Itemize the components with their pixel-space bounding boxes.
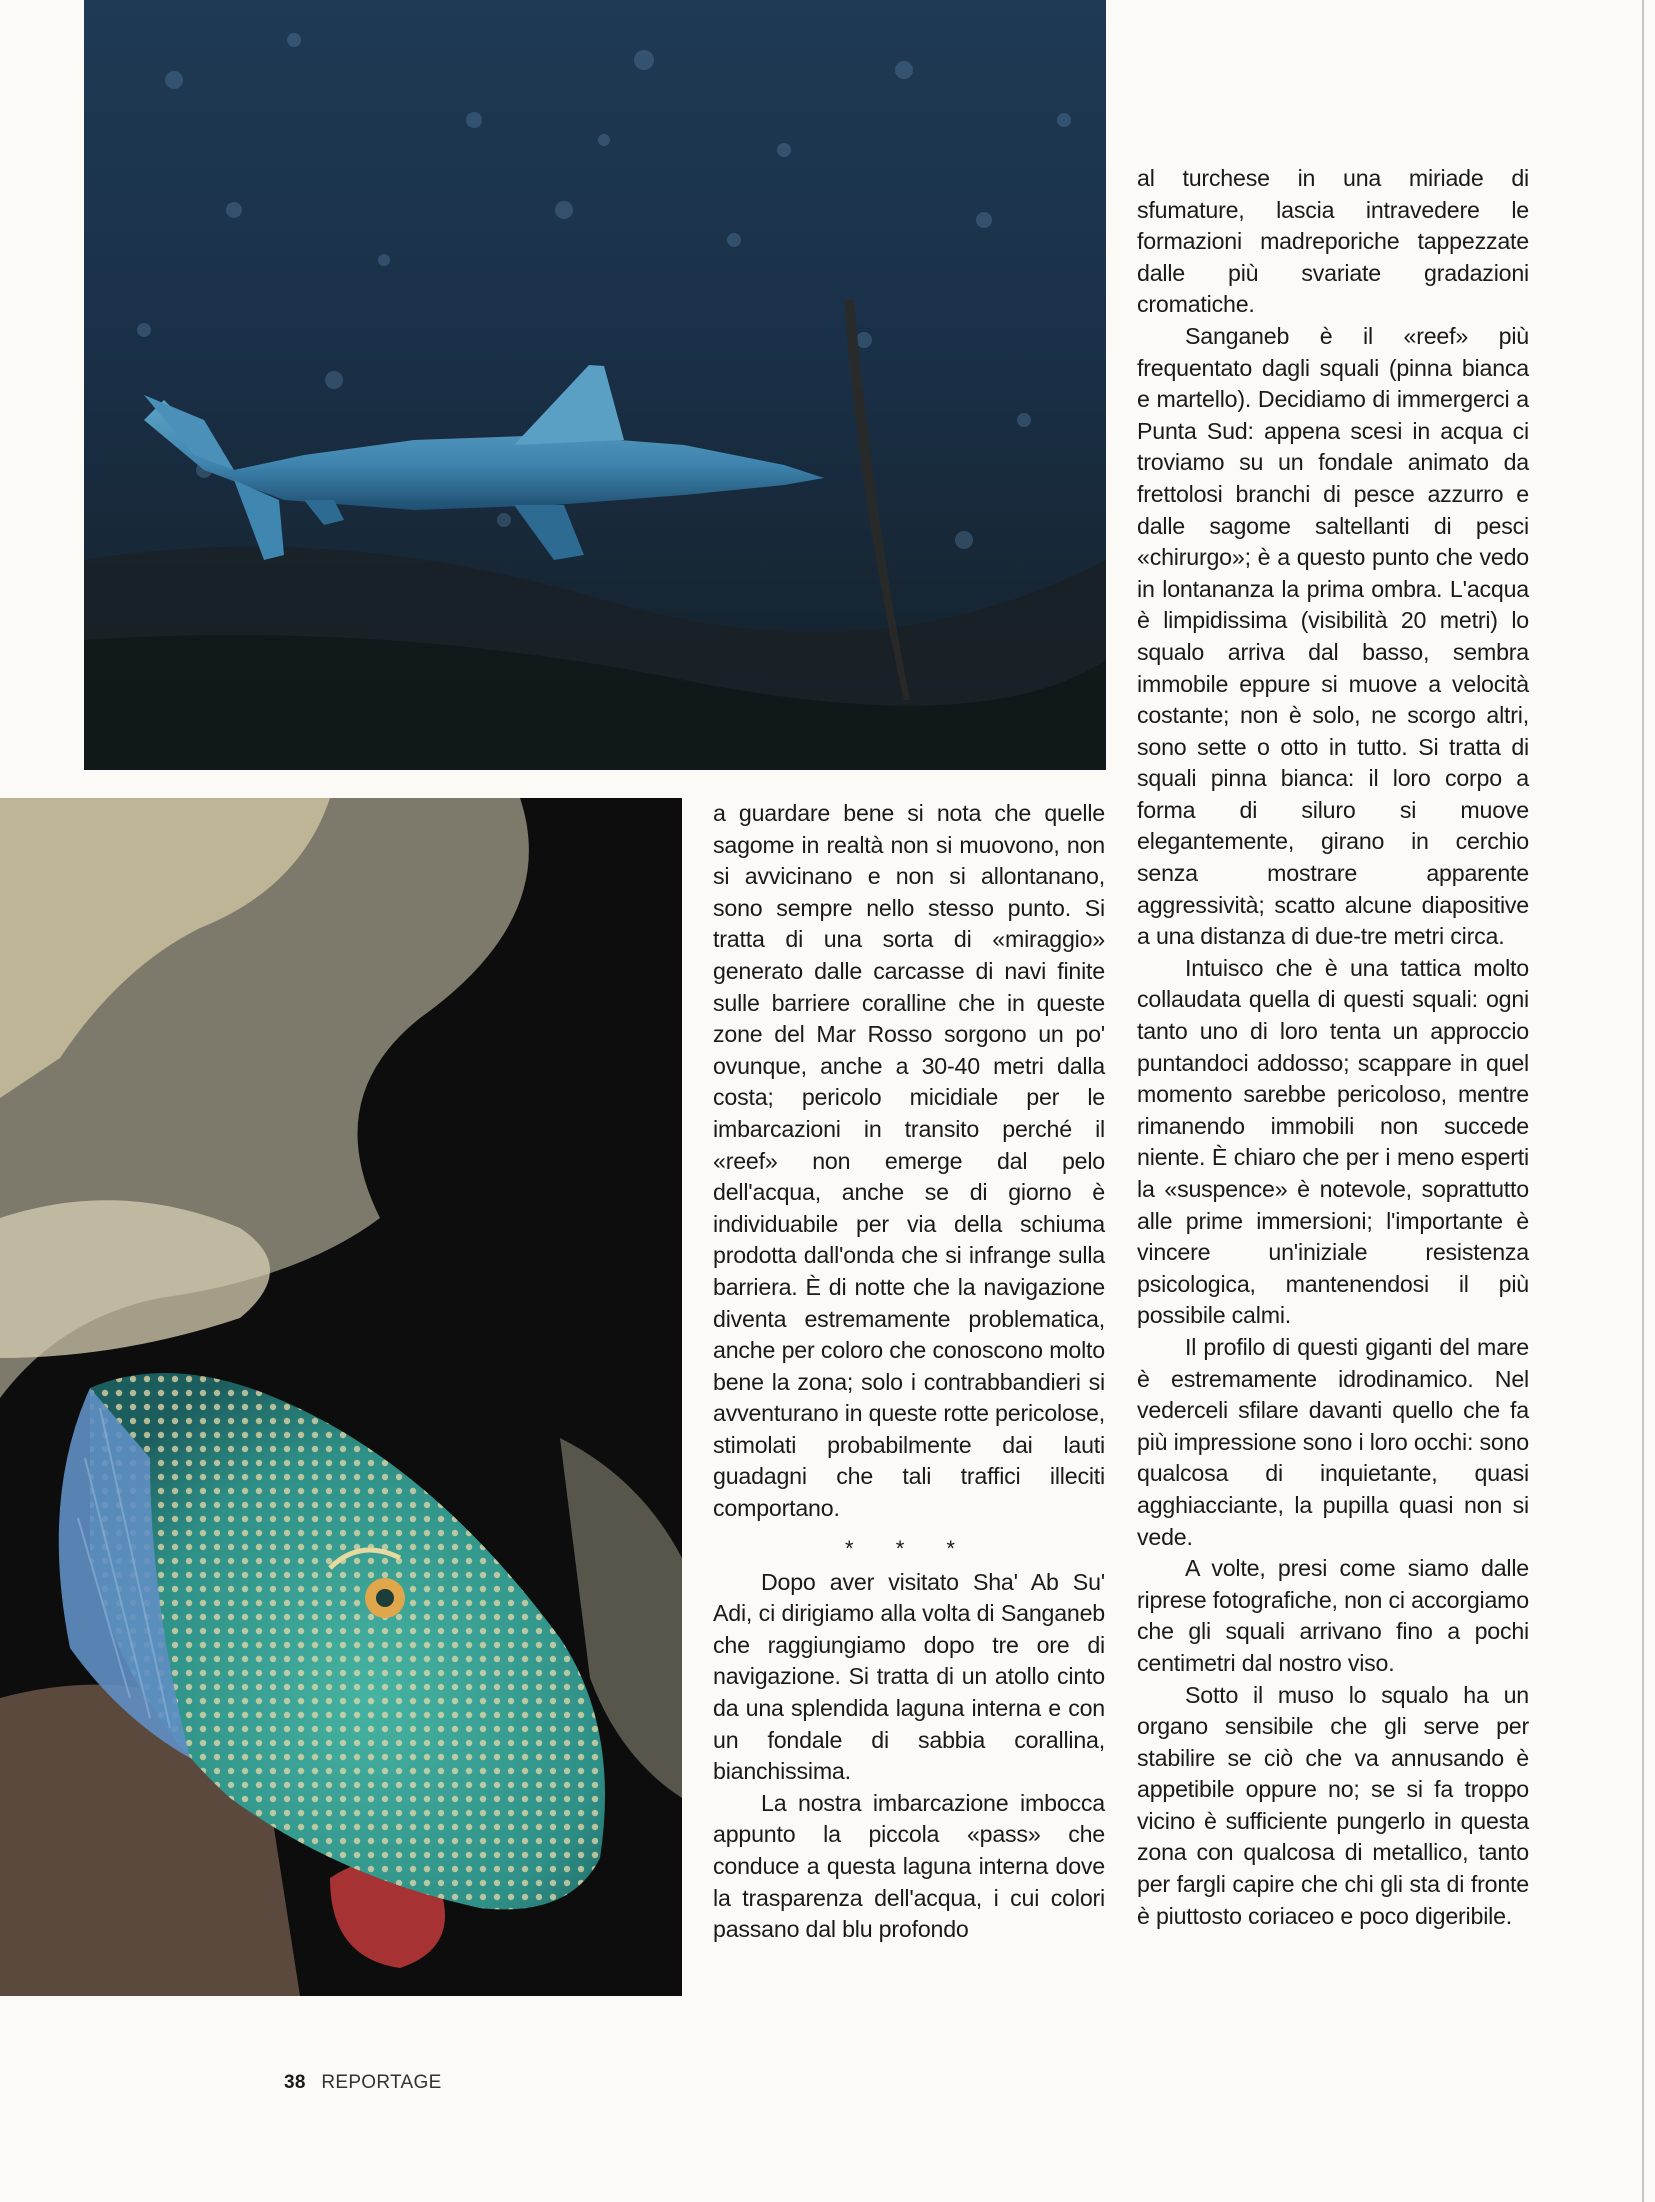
parrotfish-reef-photo-icon (0, 798, 682, 1996)
paragraph: A volte, presi come siamo dalle riprese fotografiche, non ci accorgiamo che gli squali arrivano fino a pochi centimetri dal nostro viso. (1137, 1555, 1529, 1676)
page-edge (1642, 0, 1644, 2202)
paragraph: Intuisco che è una tattica molto collaudata quella di questi squali: ogni tanto uno di loro tenta un approccio puntandoci addosso; scappare in quel momento sarebbe pericoloso, mentre rimanendo immobili non succede niente. È chiaro che per i meno esperti la «suspence» è notevole, soprattutto alle prime immersioni; l'importante è vincere un'iniziale resistenza psicologica, mantenendosi il più possibile calmi. (1137, 954, 1529, 1329)
shark-underwater-photo-icon (84, 0, 1106, 770)
parrotfish-photo (0, 798, 682, 1996)
paragraph: Dopo aver visitato Sha' Ab Su' Adi, ci dirigiamo alla volta di Sanganeb che raggiungiamo dopo tre ore di navigazione. Si tratta di un atollo cinto da una splendida laguna interna e con un fondale di sabbia corallina, bianchissima. (713, 1568, 1105, 1785)
shark-photo (84, 0, 1106, 770)
paragraph: Il profilo di questi giganti del mare è estremamente idrodinamico. Nel vederceli sfilare davanti quello che fa più impressione sono i loro occhi: sono qualcosa di inquietante, quasi agghiacciante, la pupilla quasi non si vede. (1137, 1333, 1529, 1550)
paragraph: Sanganeb è il «reef» più frequentato dagli squali (pinna bianca e martello). Decidiamo di immergerci a Punta Sud: appena scesi in acqua ci troviamo su un fondale animato da frettolosi branchi di pesce azzurro e dalle sagome saltellanti di pesci «chirurgo»; è a questo punto che vedo in lontananza la prima ombra. L'acqua è limpidissima (visibilità 20 metri) lo squalo arriva dal basso, sembra immobile eppure si muove a velocità costante; non è solo, ne scorgo altri, sono sette o otto in tutto. Si tratta di squali pinna bianca: il loro corpo a forma di siluro si muove elegantemente, girano in cerchio senza mostrare apparente aggressività; scatto alcune diapositive a una distanza di due-tre metri circa. (1137, 322, 1529, 950)
text-column-middle (713, 798, 1105, 1946)
section-separator: * * * (845, 1535, 973, 1561)
paragraph: al turchese in una miriade di sfumature, lascia intravedere le formazioni madreporiche tappezzate dalle più svariate gradazioni cromatiche. (1137, 165, 1529, 318)
section-name: REPORTAGE (321, 2072, 442, 2093)
page-number: 38 (284, 2072, 306, 2093)
paragraph: La nostra imbarcazione imbocca appunto la piccola «pass» che conduce a questa laguna interna dove la trasparenza dell'acqua, i cui colori passano dal blu profondo (713, 1789, 1105, 1943)
text-column-right (1137, 163, 1529, 1932)
paragraph: a guardare bene si nota che quelle sagome in realtà non si muovono, non si avvicinano e non si allontanano, sono sempre nello stesso punto. Si tratta di una sorta di «miraggio» generato dalle carcasse di navi finite sulle barriere coralline che in queste zone del Mar Rosso sorgono un po' ovunque, anche a 30-40 metri dalla costa; pericolo micidiale per le imbarcazioni in transito perché il «reef» non emerge dal pelo dell'acqua, anche se di giorno è individuabile per via della schiuma prodotta dall'onda che si infrange sulla barriera. È di notte che la navigazione diventa estremamente problematica, anche per coloro che conoscono molto bene la zona; solo i contrabbandieri si avventurano in queste rotte pericolose, stimolati probabilmente dai lauti guadagni che tali traffici illeciti comportano. (713, 800, 1105, 1522)
page-footer (284, 2072, 442, 2094)
paragraph: Sotto il muso lo squalo ha un organo sensibile che gli serve per stabilire se ciò che va annusando è appetibile oppure no; se si fa troppo vicino è sufficiente pungerlo in questa zona con qualcosa di metallico, tanto per fargli capire che chi gli sta di fronte è piuttosto coriaceo e poco digeribile. (1137, 1681, 1529, 1929)
